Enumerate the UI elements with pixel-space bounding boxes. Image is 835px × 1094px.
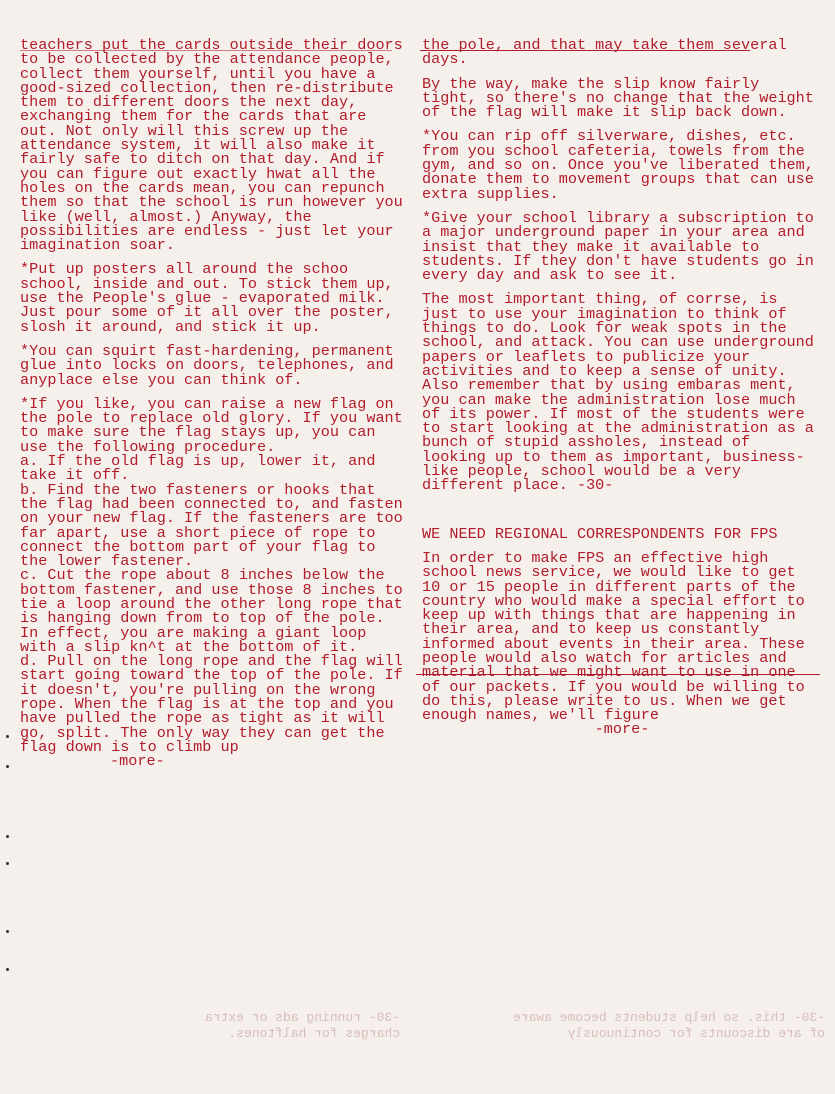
paragraph-correspondents: In order to make FPS an effective high school news service, we would like to get 10 or 15 people in different parts of the country who would make a special effort to keep up with things that are happening in their area, and to keep us constantly informed about events in their area. These people would also watch for articles and material that we might want to use in one of our packets. If you would be willing to do this, please write to us. When we get enough names, we'll figure [422, 548, 805, 725]
section-heading-correspondents: WE NEED REGIONAL CORRESPONDENTS FOR FPS [422, 524, 778, 543]
flag-step-d: d. Pull on the long rope and the flag will start going toward the top of the pole. If it doesn't, you're pulling on the wrong rope. When the flag is at the top and you have pulled the rope as tight as it will go, split. The only way they can get the flag down is to climb up [20, 652, 403, 756]
more-marker-right: -more- [594, 720, 650, 739]
flag-step-c: c. Cut the rope about 8 inches below the bottom fastener, and use those 8 inches to tie a loop around the other long rope that is hanging down from to top of the pole. In effect, you are making a giant loop with a slip kn^t at the bottom of it. [20, 566, 403, 656]
left-column [20, 38, 404, 769]
more-marker-left: -more- [110, 752, 165, 771]
margin-dot [6, 765, 9, 768]
paragraph-silverware: *You can rip off silverware, dishes, etc. from you school cafeteria, towels from the gym, and so on. Once you've liberated them, donate them to movement groups that can use extra supplies. [422, 127, 814, 203]
paragraph-library-subscription: *Give your school library a subscription to a major underground paper in your area and insist that they make it available to students. If they don't have students go in every day and ask to see it. [422, 208, 814, 285]
paragraph-attendance-cards: teachers put the cards outside their doors to be collected by the attendance people, collect them yourself, until you have a good-sized collection, then re-distribute them to different doors the next day, exchanging them for the cards that are out. Not only will this screw up the attendance system, it will also make it fairly safe to ditch on that day. And if you can figure out exactly hwat all the holes on the cards mean, you can repunch them so that the school is run however you like (well, almost.) Anyway, the possibilities are endless - just let your imagination soar. [20, 36, 403, 255]
paragraph-pole-continued: the pole, and that may take them several days. [422, 36, 787, 69]
paragraph-slip-knot: By the way, make the slip know fairly tight, so there's no change that the weight of the flag will make it slip back down. [422, 74, 814, 122]
margin-dot [6, 862, 9, 865]
paragraph-imagination: The most important thing, of corrse, is just to use your imagination to think of things to do. Look for weak spots in the school, and attack. You can use underground papers or leaflets to publicize your activities and to keep a sense of unity. Also remember that by using embaras ment, you can make the administration lose much of its power. If most of the students were to start looking at the administration as a bunch of stupid assholes, instead of looking up to them as important, business-like people, school would be a very different place. -30- [422, 290, 814, 495]
bleed-through-text-right: -30- this. so help students become aware of are discounts for continuously [512, 1010, 825, 1041]
paragraph-glue-locks: *You can squirt fast-hardening, permanent glue into locks on doors, telephones, and anyplace else you can think of. [20, 341, 394, 389]
margin-dot [6, 930, 9, 933]
flag-step-a: a. If the old flag is up, lower it, and take it off. [20, 452, 376, 485]
right-column [422, 38, 822, 737]
flag-step-b: b. Find the two fasteners or hooks that the flag had been connected to, and fasten on your new flag. If the fasteners are too far apart, use a short piece of rope to connect the bottom part of your flag to the lower fastener. [20, 480, 403, 571]
paragraph-posters: *Put up posters all around the schoo school, inside and out. To stick them up, use the People's glue - evaporated milk. Just pour some of it all over the poster, slosh it around, and stick it up. [20, 260, 394, 336]
bleed-through-text-left: -30- running ads or extra charges for halftones. [204, 1010, 400, 1041]
paragraph-raise-flag: *If you like, you can raise a new flag on the pole to replace old glory. If you want to make sure the flag stays up, you can use the following procedure. [20, 394, 403, 456]
margin-dot [6, 835, 9, 838]
section-divider [416, 674, 820, 675]
margin-dot [6, 968, 9, 971]
margin-dot [6, 735, 9, 738]
